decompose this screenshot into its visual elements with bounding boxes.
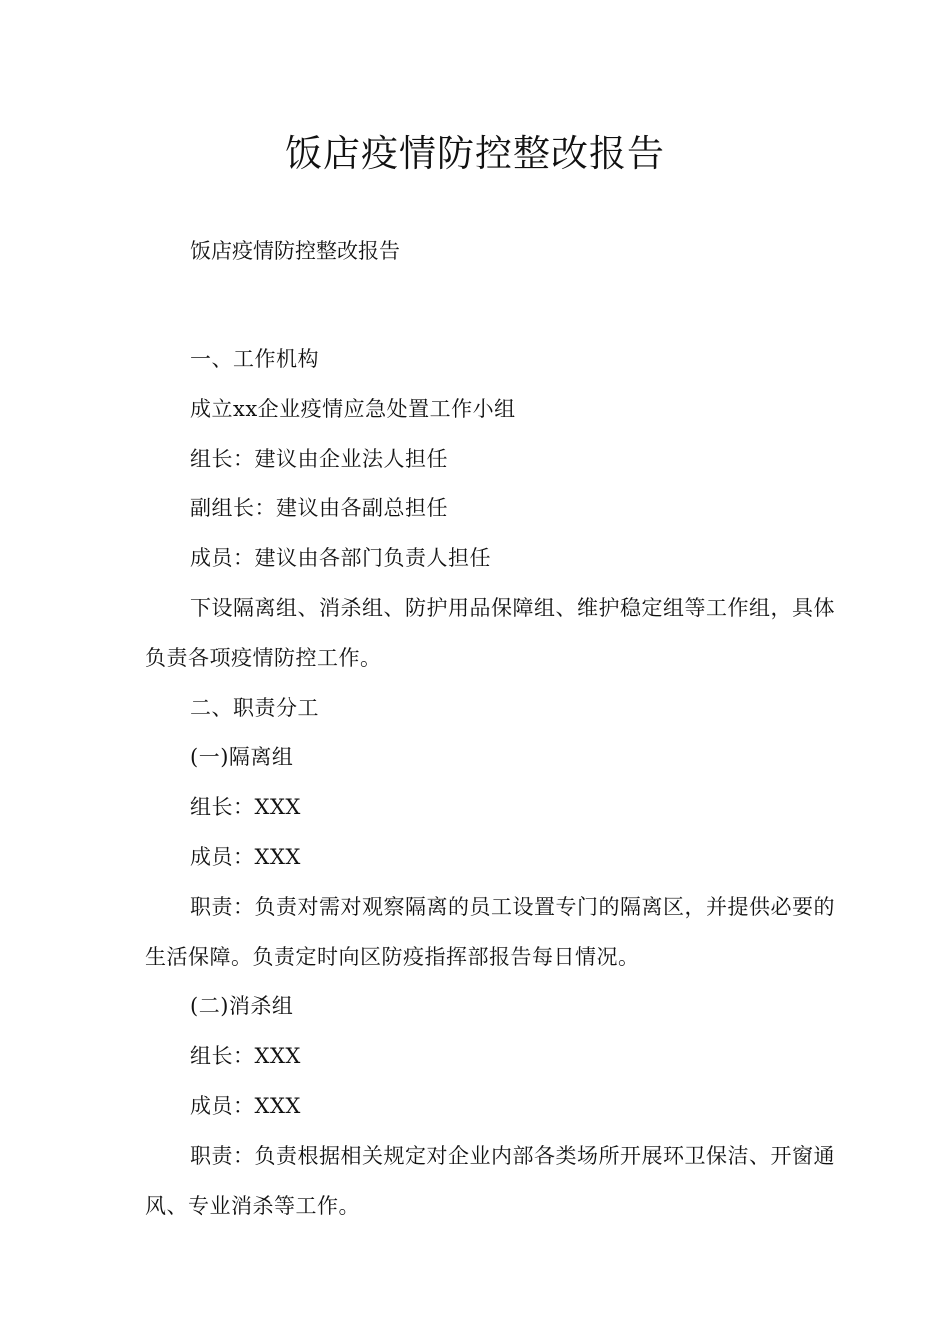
document-body (145, 335, 835, 1231)
paragraph: 成立xx企业疫情应急处置工作小组 (190, 396, 516, 421)
paragraph: 副组长：建议由各副总担任 (190, 496, 448, 521)
paragraph: 职责：负责根据相关规定对企业内部各类场所开展环卫保洁、开窗通风、专业消杀等工作。 (145, 1143, 835, 1218)
paragraph: 职责：负责对需对观察隔离的员工设置专门的隔离区，并提供必要的生活保障。负责定时向区防疫指挥部报告每日情况。 (145, 894, 835, 969)
paragraph: 成员：XXX (190, 844, 301, 869)
document-subtitle: 饭店疫情防控整改报告 (190, 239, 400, 263)
section-heading-duties: 二、职责分工 (190, 695, 319, 720)
section-heading-organization: 一、工作机构 (190, 347, 319, 371)
paragraph: 组长：建议由企业法人担任 (190, 446, 448, 471)
paragraph: 组长：XXX (190, 795, 301, 820)
paragraph: 组长：XXX (190, 1044, 301, 1069)
subsection-heading-isolation: (一)隔离组 (190, 745, 294, 770)
paragraph: 下设隔离组、消杀组、防护用品保障组、维护稳定组等工作组，具体负责各项疫情防控工作。 (145, 595, 835, 670)
document-title: 饭店疫情防控整改报告 (285, 132, 665, 175)
paragraph: 成员：建议由各部门负责人担任 (190, 546, 491, 571)
paragraph: 成员：XXX (190, 1093, 301, 1118)
subsection-heading-disinfection: (二)消杀组 (190, 994, 294, 1019)
